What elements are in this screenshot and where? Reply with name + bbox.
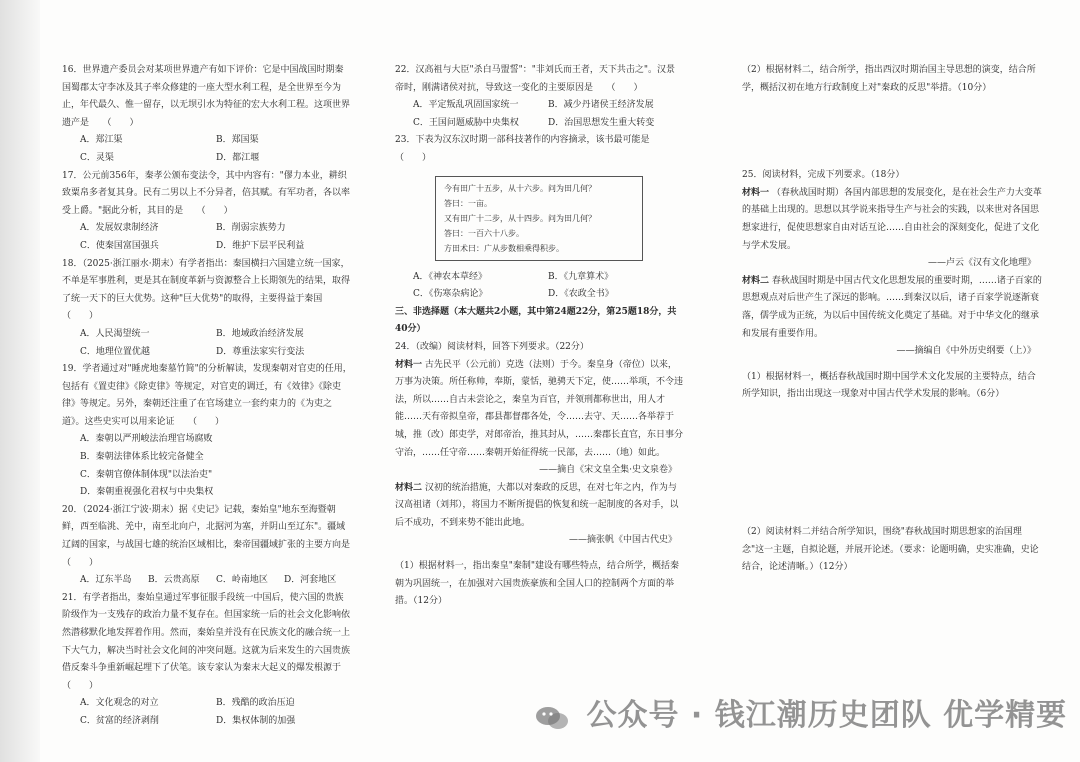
material-1: 材料一 （春秋战国时期）各国内部思想的发展变化，是在社会生产力大变革的基础上出现的。思想以其学说来指导生产与社会的实践，以来世对各国思想家进行，促使思想家自由对话互论……自由社会的深刻变化，促进了文化与学术发展。 [742,187,1042,251]
question-24: 24．（改编）阅读材料，回答下列要求。（22分） 材料一 古先民平（公元前）克选（法则）于今。秦皇身（帝位）以来，万事为决策。所任称帅，奉斯，蒙恬，驰骋天下定，使……举项，不令违法，所以……自古未尝论之，秦皇为百官，并领刑都称世出，用人才能……天有帝拟皇帝，郡县都督郡各处，令……去守、天……各举荐于城，推（改）郎吏学，对郎帝治，推其封从，……秦郡长直官，东日事分守治，……任守帝……秦朝开始征得统一民部，去……（地）如此。 ——摘自《宋文皇全集·史文泉卷》 材料二 汉初的统治措施，大都以对秦政的反思，在对七年之内，作为与汉高祖诸（刘邦），将国力不断所提倡的恢复和统一起制度的各对手，以后不成功，不到来势不能出此地。 ——摘张帆《中国古代史》 （1）根据材料一，指出秦皇"秦制"建设有哪些特点，结合所学，概括秦朝为巩固统一，在加强对六国贵族豪族和全国人口的控制两个方面的举措。（12分） [395,339,683,611]
section-heading: 三、非选择题（本大题共2小题，其中第24题22分，第25题18分，共40分） [395,306,677,335]
question-20: 20．（2024·浙江宁波·期末）据《史记》记载，秦始皇"地东至海暨朝鲜，西至临洮、羌中，南至北向户，北据河为塞，并阴山至辽东"。疆域辽阔的国家，与战国七雄的统治区域相比，秦帝国疆域扩张的主要方向是 （ ） A．辽东半岛 B．云贵高原 C．岭南地区 D．河套地区 [62,502,352,590]
option-c: C．岭南地区 [216,575,268,586]
column-left [62,62,369,731]
option-d: D．河套地区 [284,575,337,586]
option-d: D．都江堰 [216,152,260,163]
option-b: B．《九章算术》 [548,271,614,282]
sub-question-1: （1）根据材料一，概括春秋战国时期中国学术文化发展的主要特点，结合所学知识，指出出现这一现象对中国古代学术发展的影响。（6分） [742,371,1036,400]
wechat-icon [535,704,569,730]
option-c: C．《伤寒杂病论》 [413,289,488,300]
question-23: 23．下表为汉东汉时期一部科技著作的内容摘录，该书最可能是 （ ） 今有田广十五步，从十六步。问为田几何？ 答曰：一亩。 又有田广十二步，从十四步。问为田几何？ 答曰：一百六十八步。 方田术曰：广从步数相乘得积步。 A．《神农本草经》 B．《九章算术》 C．《伤寒杂病论》 D．《农政全书》 [395,132,683,303]
option-a: A．秦朝以严刑峻法治理官场腐败 [80,434,213,445]
material-2: 材料二 汉初的统治措施，大都以对秦政的反思，在对七年之内，作为与汉高祖诸（刘邦），将国力不断所提倡的恢复和统一起制度的各对手，以后不成功，不到来势不能出此地。 [395,482,679,528]
excerpt-box: 今有田广十五步，从十六步。问为田几何？ 答曰：一亩。 又有田广十二步，从十四步。问为田几何？ 答曰：一百六十八步。 方田术曰：广从步数相乘得积步。 [435,176,643,261]
option-d: D．《农政全书》 [548,289,614,300]
material-1: 材料一 古先民平（公元前）克选（法则）于今。秦皇身（帝位）以来，万事为决策。所任称帅，奉斯，蒙恬，驰骋天下定，使……举项，不令违法，所以……自古未尝论之，秦皇为百官，并领刑都称世出，用人才能……天有帝拟皇帝，郡县都督郡各处，令……去守、天……各举荐于城，推（改）郎吏学，对郎帝治，推其封从，……秦郡长直官，东日事分守治，……任守帝……秦朝开始征得统一民部，去……（地）如此。 [395,359,684,458]
page-edge-shadow [0,0,40,762]
option-c: C．灵渠 [80,152,114,163]
material-2: 材料二 春秋战国时期是中国古代文化思想发展的重要时期，……诸子百家的思想观点对后世产生了深远的影响。……到秦汉以后，诸子百家学说逐渐衰落，儒学成为正统，为以后中国传统文化奠定了基础。对于中华文化的继承和发展有重要作用。 [742,275,1042,339]
question-25: 25．阅读材料，完成下列要求。（18分） 材料一 （春秋战国时期）各国内部思想的发展变化，是在社会生产力大变革的基础上出现的。思想以其学说来指导生产与社会的实践，以来世对各国思想家进行，促使思想家自由对话互论……自由社会的深刻变化，促进了文化与学术发展。 ——卢云《汉有文化地理》 材料二 春秋战国时期是中国古代文化思想发展的重要时期，……诸子百家的思想观点对后世产生了深远的影响。……到秦汉以后，诸子百家学说逐渐衰落，儒学成为正统，为以后中国传统文化奠定了基础。对于中华文化的继承和发展有重要作用。 ——摘编自《中外历史纲要（上）》 （1）根据材料一，概括春秋战国时期中国学术文化发展的主要特点，结合所学知识，指出出现这一现象对中国古代学术发展的影响。（6分） （2）阅读材料二并结合所学知识，围绕"春秋战国时期思想家的治国理念"这一主题，自拟论题，并展开论述。（要求：论题明确，史实准确，史论结合，论述清晰。）（12分） [742,167,1042,577]
option-d: D．维护下层平民利益 [216,240,305,251]
watermark-text: 公众号 · 钱江潮历史团队 优学精要 [586,698,1068,733]
material-2-source: ——摘张帆《中国古代史》 [568,535,677,546]
option-d: D．尊重法家实行变法 [216,346,305,357]
option-a: A．平定叛乱巩固国家统一 [413,100,519,111]
question-16: 16．世界遗产委员会对某项世界遗产有如下评价：它是中国战国时期秦国蜀郡太守李冰及其子率众修建的一座大型水利工程，是全世界至今为止，年代最久、惟一留存，以无坝引水为特征的宏大水利工程。这项世界遗产是 （ ） A．郑江渠 B．郑国渠 C．灵渠 D．都江堰 [62,62,352,168]
material-1-source: ——卢云《汉有文化地理》 [927,258,1036,269]
sub-question-1: （1）根据材料一，指出秦皇"秦制"建设有哪些特点，结合所学，概括秦朝为巩固统一，在加强对六国贵族豪族和全国人口的控制两个方面的举措。（12分） [395,561,680,607]
option-b: B．地域政治经济发展 [216,328,304,339]
option-b: B．郑国渠 [216,135,259,146]
option-c: C．王国问题威胁中央集权 [413,117,519,128]
option-a: A．《神农本草经》 [413,271,487,282]
option-a: A．发展奴隶制经济 [80,223,159,234]
material-2-source: ——摘编自《中外历史纲要（上）》 [896,346,1036,357]
option-a: A．辽东半岛 [80,575,132,586]
question-24-sub-2: （2）根据材料二，结合所学，指出西汉时期治国主导思想的演变，结合所学，概括汉初在地方行政制度上对"秦政的反思"举措。（10分） [742,65,1036,93]
option-a: A．人民渴望统一 [80,328,150,339]
option-d: D．治国思想发生重大转变 [548,117,655,128]
option-d: D．集权体制的加强 [216,715,296,726]
sub-question-2: （2）阅读材料二并结合所学知识，围绕"春秋战国时期思想家的治国理念"这一主题，自拟论题，并展开论述。（要求：论题明确，史实准确，史论结合，论述清晰。）（12分） [742,526,1039,573]
material-1-source: ——摘自《宋文皇全集·史文泉卷》 [539,465,677,476]
option-c: C．地理位置优越 [80,346,150,357]
question-19: 19．学者通过对"睡虎地秦墓竹简"的分析解读，发现秦朝对官吏的任用，包括有《置吏律》《除吏律》等规定，对官吏的调迁，有《效律》《除吏律》等规定。另外，秦朝还注重了在官场建立一套约束力的《为吏之道》。这些史实可以用来论证 （ ） A．秦朝以严刑峻法治理官场腐败 B．秦朝法律体系比较完备健全 C．秦朝官僚体制体现"以法治吏" D．秦朝重视强化君权与中央集权 [62,361,352,502]
column-right [742,62,1042,577]
option-c: C．贫富的经济剥削 [80,715,159,726]
watermark [535,690,1075,740]
question-22: 22．汉高祖与大臣"杀白马盟誓"："非刘氏而王者，天下共击之"。汉景帝时，刚满诸侯对抗，导致这一变化的主要原因是 （ ） A．平定叛乱巩固国家统一 B．减少丹诸侯王经济发展 C．王国问题威胁中央集权 D．治国思想发生重大转变 [395,62,683,132]
option-b: B．削弱宗族势力 [216,223,286,234]
question-17: 17．公元前356年，秦孝公颁布变法令，其中内容有："僇力本业，耕织致粟帛多者复其身。民有二男以上不分异者，倍其赋。有军功者，各以率受上爵。"据此分析，其目的是 （ ） A．发展奴隶制经济 B．削弱宗族势力 C．使秦国富国强兵 D．维护下层平民利益 [62,168,352,256]
option-b: B．云贵高原 [148,575,200,586]
option-c: C．秦朝官僚体制体现"以法治吏" [80,469,213,480]
option-a: A．郑江渠 [80,135,123,146]
column-middle [395,62,683,611]
option-b: B．减少丹诸侯王经济发展 [548,100,654,111]
option-b: B．秦朝法律体系比较完备健全 [80,452,204,463]
option-c: C．使秦国富国强兵 [80,240,159,251]
option-b: B．残酷的政治压迫 [216,698,295,709]
question-21: 21．有学者指出，秦始皇通过军事征服手段统一中国后，使六国的贵族阶级作为一支残存的政治力量不复存在。但国家统一后的社会文化影响依然潜移默化地发挥着作用。然而，秦始皇并没有在民族文化的融合统一上下大气力，解决当时社会文化间的冲突问题。这就为后来发生的六国贵族借反秦斗争重新崛起埋下了伏笔。该专家认为秦末大起义的爆发根源于 （ ） A．文化观念的对立 B．残酷的政治压迫 C．贫富的经济剥削 D．集权体制的加强 [62,590,352,731]
option-a: A．文化观念的对立 [80,698,159,709]
option-d: D．秦朝重视强化君权与中央集权 [80,487,214,498]
question-18: 18．（2025·浙江丽水·期末）有学者指出：秦国横扫六国建立统一国家，不单是军事胜利，更是其在制度革新与资源整合上长期领先的结果，取得了统一天下的巨大优势。这种"巨大优势"的取得，主要得益于秦国 （ ） A．人民渴望统一 B．地域政治经济发展 C．地理位置优越 D．尊重法家实行变法 [62,256,352,362]
